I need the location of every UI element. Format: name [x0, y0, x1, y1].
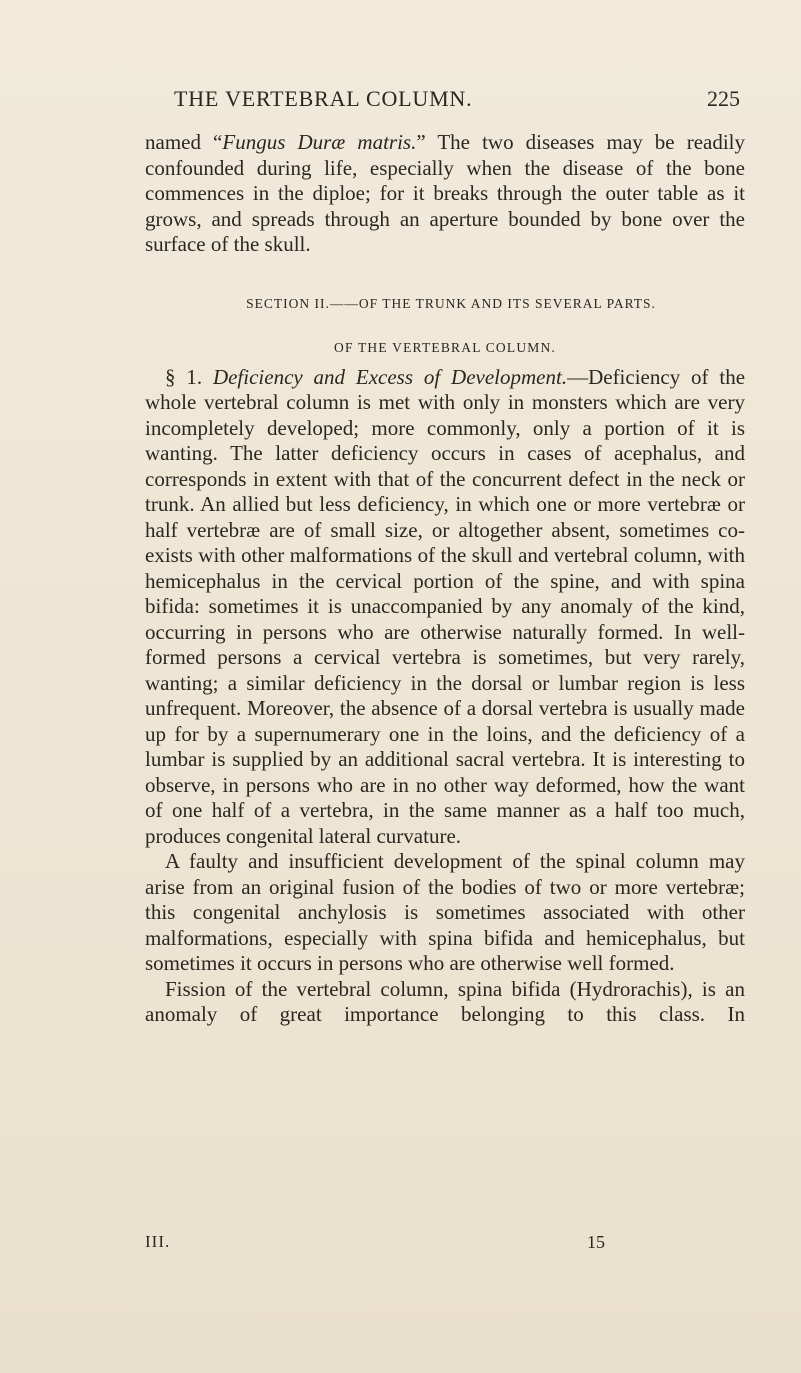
paragraph-body: —Deficiency of the whole vertebral column is met with only in monsters which are very incompletely developed; more commonly, only a portion of it is wanting. The latter deficiency occurs in cases of acephalus, and corresponds in extent with that of the concurrent defect in the neck or trunk. An allied but less deficiency, in which one or more vertebræ or half vertebræ are of small size, or altogether absent, sometimes co-exists with other malformations of the skull and vertebral column, with hemicephalus in the cervical portion of the spine, and with spina bifida: sometimes it is unaccompanied by any anomaly of the kind, occurring in persons who are otherwise naturally formed. In well-formed persons a cervical vertebra is sometimes, but very rarely, wanting; a similar deficiency in the dorsal or lumbar region is less unfrequent. Moreover, the absence of a dorsal vertebra is usually made up for by a supernumerary one in the loins, and the deficiency of a lumbar is supplied by an additional sacral vertebra. It is interesting to observe, in persons who are in no other way deformed, how the want of one half of a vertebra, in the same manner as a half too much, produces congenital lateral curvature. — [145, 364, 746, 848]
sub-heading: OF THE VERTEBRAL COLUMN. — [334, 339, 556, 355]
running-title: THE VERTEBRAL COLUMN. — [174, 86, 473, 111]
page-footer — [145, 1232, 605, 1258]
opening-paragraph-lead: named “ — [145, 130, 223, 154]
opening-paragraph-italic-term: Fungus Duræ matris. — [222, 130, 417, 154]
signature-mark: III. — [145, 1232, 171, 1251]
leaf-number: 15 — [587, 1232, 605, 1252]
paragraph-deficiency-excess — [145, 365, 745, 850]
paragraph-faulty-development: A faulty and insufficient development of the spinal column may arise from an original fusion of the bodies of two or more vertebræ; this congenital anchylosis is sometimes associated with other malformations, especially with spina bifida and hemicephalus, but sometimes it occurs in persons who are otherwise well formed. — [145, 849, 745, 975]
running-head — [150, 86, 740, 116]
opening-paragraph-body: ” The two diseases may be readily confounded during life, especially when the disease of the bone commences in the diploe; for it breaks through the outer table as it grows, and spreads through an aperture bounded by bone over the surface of the skull. — [145, 130, 746, 256]
paragraph-fission: Fission of the vertebral column, spina bifida (Hydrorachis), is an anomaly of great importance belonging to this class. In — [145, 976, 745, 1026]
paragraph-italic-title: Deficiency and Excess of Development. — [212, 364, 568, 389]
section-heading: SECTION II.——OF THE TRUNK AND ITS SEVERAL PARTS. — [246, 295, 656, 311]
page-number: 225 — [707, 86, 740, 111]
text-block — [145, 130, 745, 1028]
opening-paragraph — [145, 130, 745, 258]
section-marker: § 1. — [165, 364, 203, 389]
